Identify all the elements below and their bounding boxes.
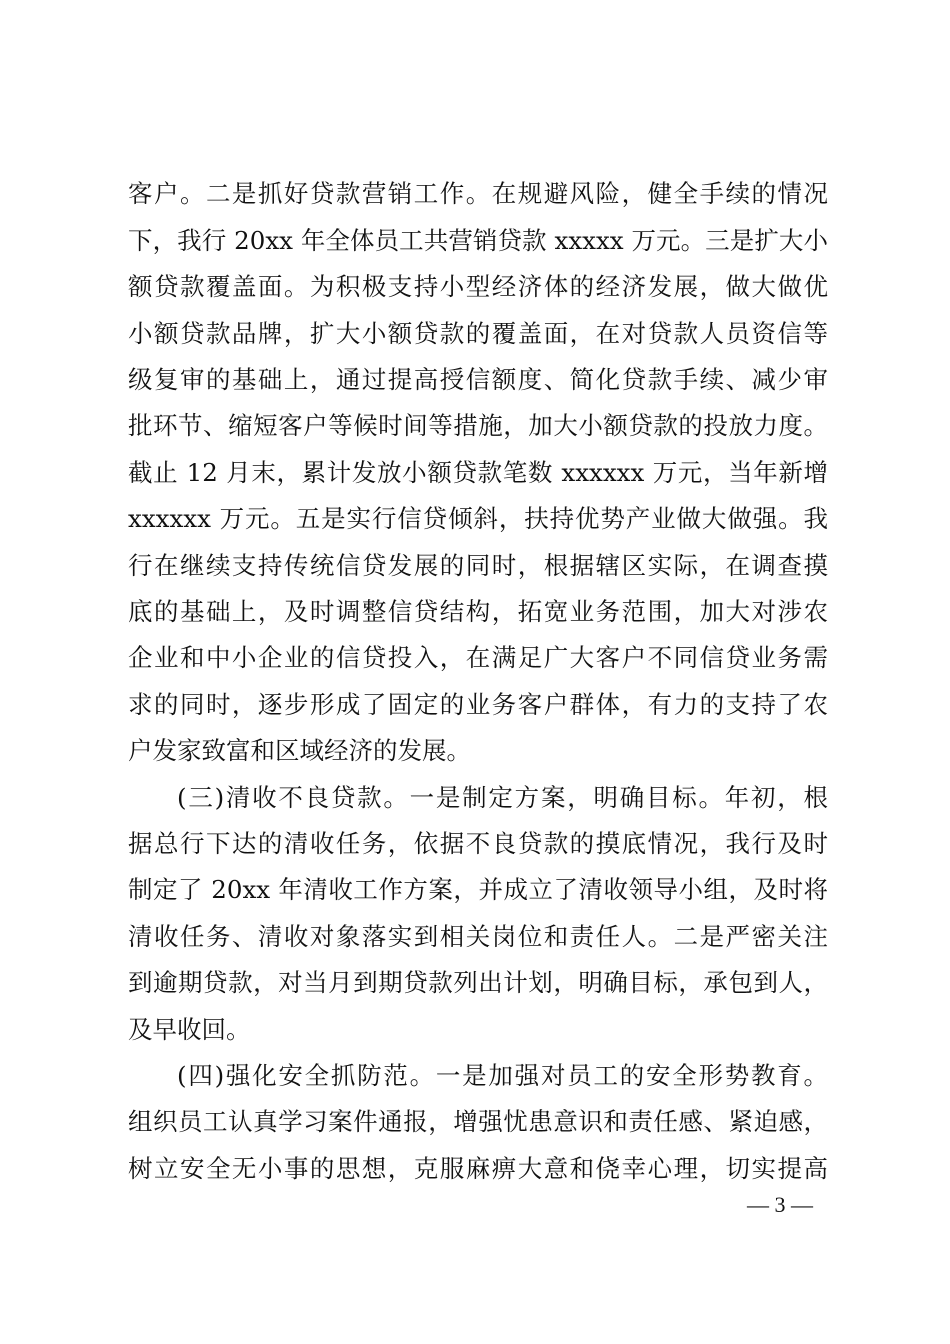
body-text-line: 企业和中小企业的信贷投入，在满足广大客户不同信贷业务需 — [128, 643, 828, 672]
body-text-line: 求的同时，逐步形成了固定的业务客户群体，有力的支持了农 — [128, 690, 828, 719]
body-text-line: 下，我行 20xx 年全体员工共营销贷款 xxxxx 万元。三是扩大小 — [128, 226, 828, 255]
paragraph-end-line: 户发家致富和区域经济的发展。 — [128, 736, 471, 765]
body-text-line: 行在继续支持传统信贷发展的同时，根据辖区实际，在调查摸 — [128, 551, 828, 580]
body-text-line: 树立安全无小事的思想，克服麻痹大意和侥幸心理，切实提高 — [128, 1154, 828, 1183]
section-heading-line: (四)强化安全抓防范。一是加强对员工的安全形势教育。 — [177, 1061, 828, 1090]
body-text-line: xxxxxx 万元。五是实行信贷倾斜，扶持优势产业做大做强。我 — [128, 504, 828, 533]
body-text-line: 截止 12 月末，累计发放小额贷款笔数 xxxxxx 万元，当年新增 — [128, 458, 828, 487]
body-text-line: 到逾期贷款，对当月到期贷款列出计划，明确目标，承包到人， — [128, 968, 828, 997]
body-text-line: 底的基础上，及时调整信贷结构，拓宽业务范围，加大对涉农 — [128, 597, 828, 626]
paragraph-end-line: 及早收回。 — [128, 1015, 251, 1044]
section-heading-line: (三)清收不良贷款。一是制定方案，明确目标。年初，根 — [177, 783, 828, 812]
body-text-line: 级复审的基础上，通过提高授信额度、简化贷款手续、减少审 — [128, 365, 828, 394]
body-text-line: 客户。二是抓好贷款营销工作。在规避风险，健全手续的情况 — [128, 179, 828, 208]
body-text-line: 额贷款覆盖面。为积极支持小型经济体的经济发展，做大做优 — [128, 272, 828, 301]
body-text-line: 清收任务、清收对象落实到相关岗位和责任人。二是严密关注 — [128, 922, 828, 951]
body-text-line: 小额贷款品牌，扩大小额贷款的覆盖面，在对贷款人员资信等 — [128, 319, 828, 348]
page-number: — 3 — — [747, 1192, 813, 1217]
body-text-line: 据总行下达的清收任务，依据不良贷款的摸底情况，我行及时 — [128, 829, 828, 858]
body-text-line: 批环节、缩短客户等候时间等措施，加大小额贷款的投放力度。 — [128, 411, 828, 440]
body-text-line: 制定了 20xx 年清收工作方案，并成立了清收领导小组，及时将 — [128, 875, 828, 904]
body-text-line: 组织员工认真学习案件通报，增强忧患意识和责任感、紧迫感， — [128, 1107, 828, 1136]
